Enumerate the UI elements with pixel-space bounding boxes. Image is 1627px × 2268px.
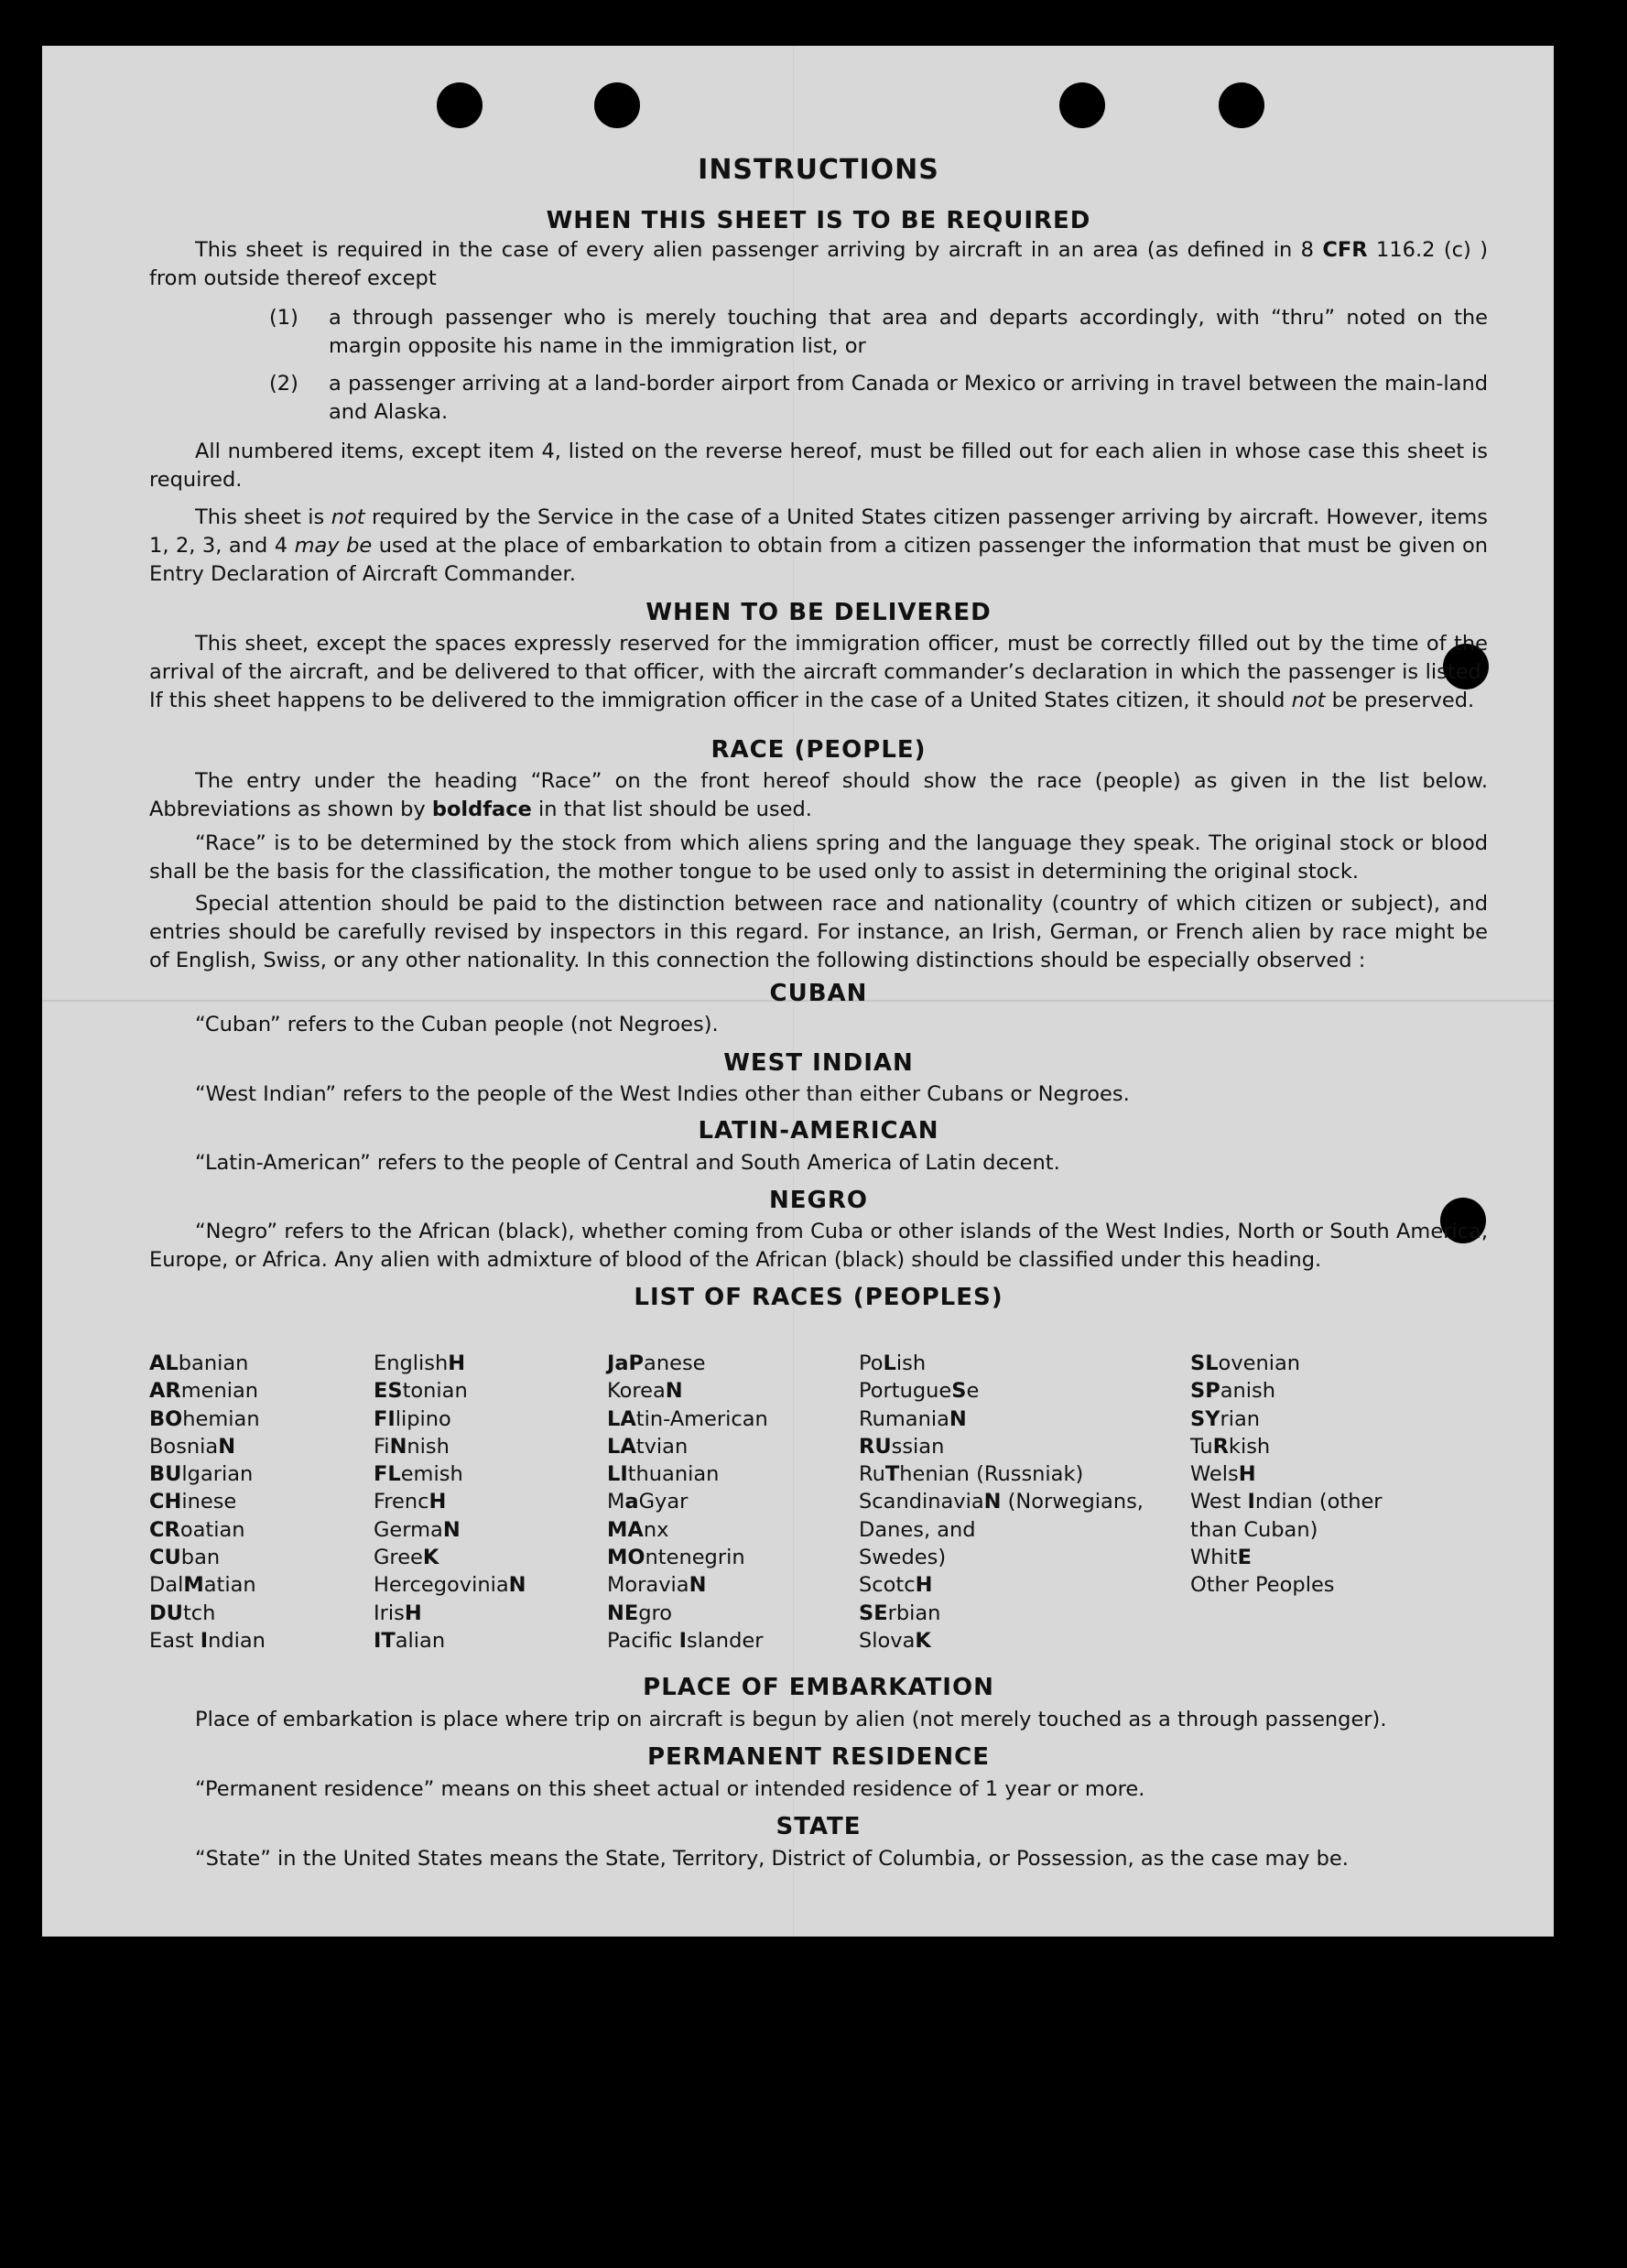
heading-race: RACE (PEOPLE) <box>710 736 927 764</box>
paragraph-cuban: “Cuban” refers to the Cuban people (not Negroes). <box>195 1013 719 1036</box>
race-entry: SPanish <box>1190 1379 1275 1404</box>
race-entry: FiNnish <box>374 1434 450 1459</box>
heading-west-indian: WEST INDIAN <box>723 1049 914 1077</box>
heading-place-of-embarkation: PLACE OF EMBARKATION <box>643 1674 994 1701</box>
race-entry: ScandinaviaN (Norwegians, <box>859 1490 1144 1514</box>
race-entry: DUtch <box>149 1601 216 1625</box>
heading-when-required: WHEN THIS SHEET IS TO BE REQUIRED <box>546 207 1091 234</box>
race-column <box>607 1350 768 1655</box>
race-column <box>149 1350 266 1655</box>
race-entry: ALbanian <box>149 1351 249 1375</box>
race-entry: Other Peoples <box>1190 1573 1335 1598</box>
race-entry: RUssian <box>859 1434 945 1459</box>
race-entry: Danes, and <box>859 1517 976 1542</box>
race-entry: RuThenian (Russniak) <box>859 1462 1084 1487</box>
race-entry: KoreaN <box>607 1379 683 1404</box>
paragraph-numbered-items: All numbered items, except item 4, listed on the reverse hereof, must be filled out for each alien in whose case this sheet is required. <box>149 439 1488 492</box>
heading-state: STATE <box>776 1813 862 1840</box>
race-entry: Swedes) <box>859 1546 947 1570</box>
heading-cuban: CUBAN <box>769 980 868 1007</box>
page-title: INSTRUCTIONS <box>698 154 939 186</box>
heading-list-of-races: LIST OF RACES (PEOPLES) <box>634 1284 1003 1311</box>
race-entry: CHinese <box>149 1490 237 1514</box>
heading-when-delivered: WHEN TO BE DELIVERED <box>645 599 992 626</box>
exception-text: a through passenger who is merely touching that area and departs accordingly, with “thru” noted on the margin opposite his name in the immigration list, or <box>329 306 1488 358</box>
race-entry: MaGyar <box>607 1490 689 1514</box>
race-entry: BosniaN <box>149 1434 236 1459</box>
race-entry: GermaN <box>374 1517 461 1542</box>
race-entry: Pacific Islander <box>607 1628 764 1653</box>
race-entry: LAtin-American <box>607 1406 768 1431</box>
race-entry: FLemish <box>374 1462 463 1487</box>
heading-negro: NEGRO <box>769 1187 868 1214</box>
race-entry: FIlipino <box>374 1406 451 1431</box>
race-entry: PortugueSe <box>859 1379 980 1404</box>
race-entry: FrencH <box>374 1490 447 1514</box>
race-entry: LAtvian <box>607 1434 689 1459</box>
race-entry: WelsH <box>1190 1462 1256 1487</box>
paragraph-when-required-intro: This sheet is required in the case of every alien passenger arriving by aircraft in an area (as defined in 8 CFR 116.2 (c) ) from outside thereof except <box>149 238 1488 290</box>
race-entry: DalMatian <box>149 1573 256 1598</box>
race-entry: EnglishH <box>374 1351 466 1375</box>
race-entry: JaPanese <box>607 1351 706 1375</box>
paragraph-citizen-passengers: This sheet is not required by the Service in the case of a United States citizen passenger arriving by aircraft. However, items 1, 2, 3, and 4 may be used at the place of embarkation to obtain from a citizen passenger the information that must be given on Entry Declaration of Aircraft Commander. <box>149 505 1488 586</box>
paragraph-place-of-embarkation: Place of embarkation is place where trip on aircraft is begun by alien (not merely touched as a through passenger). <box>195 1708 1387 1731</box>
exception-text: a passenger arriving at a land-border airport from Canada or Mexico or arriving in travel between the main-land and Alaska. <box>329 372 1488 424</box>
race-entry: BUlgarian <box>149 1462 254 1487</box>
race-entry: West Indian (other <box>1190 1490 1383 1514</box>
race-column <box>859 1350 1144 1655</box>
race-entry: EStonian <box>374 1379 468 1404</box>
paragraph-race-nationality: Special attention should be paid to the distinction between race and nationality (country of which citizen or subject), and entries should be carefully revised by inspectors in this regard. For instance, an Irish, German, or French alien by race might be of English, Swiss, or any other nationality. In this connection the following distinctions should be especially observed : <box>149 892 1488 972</box>
race-entry: MOntenegrin <box>607 1546 745 1570</box>
race-entry: PoLish <box>859 1351 927 1375</box>
race-entry: East Indian <box>149 1628 266 1653</box>
race-entry: SErbian <box>859 1601 941 1625</box>
race-entry: SLovenian <box>1190 1351 1301 1375</box>
punch-hole <box>1059 82 1105 128</box>
document-sheet <box>42 46 1554 1937</box>
race-entry: ARmenian <box>149 1379 259 1404</box>
race-entry: MoraviaN <box>607 1573 707 1598</box>
paragraph-latin-american: “Latin-American” refers to the people of Central and South America of Latin decent. <box>195 1151 1060 1175</box>
race-entry: than Cuban) <box>1190 1517 1318 1542</box>
heading-permanent-residence: PERMANENT RESIDENCE <box>646 1743 991 1771</box>
paragraph-permanent-residence: “Permanent residence” means on this sheet actual or intended residence of 1 year or more. <box>195 1777 1145 1801</box>
punch-hole <box>594 82 640 128</box>
race-column <box>1190 1350 1383 1600</box>
race-entry: SlovaK <box>859 1628 931 1653</box>
paragraph-race-entry: The entry under the heading “Race” on the front hereof should show the race (people) as given in the list below. Abbreviations as shown by boldface in that list should be used. <box>149 769 1488 821</box>
race-entry: GreeK <box>374 1546 439 1570</box>
paragraph-west-indian: “West Indian” refers to the people of the West Indies other than either Cubans or Negroes. <box>195 1082 1130 1106</box>
race-entry: HercegoviniaN <box>374 1573 526 1598</box>
exception-number: (1) <box>269 306 298 330</box>
race-entry: NEgro <box>607 1601 673 1625</box>
paragraph-when-delivered: This sheet, except the spaces expressly reserved for the immigration officer, must be correctly filled out by the time of the arrival of the aircraft, and be delivered to that officer, with the aircraft commander’s declaration in which the passenger is listed. If this sheet happens to be delivered to the immigration officer in the case of a United States citizen, it should not be preserved. <box>149 632 1488 712</box>
punch-hole <box>437 82 483 128</box>
race-entry: CUban <box>149 1546 221 1570</box>
race-entry: TuRkish <box>1190 1434 1271 1459</box>
exception-number: (2) <box>269 372 298 396</box>
race-entry: WhitE <box>1190 1546 1252 1570</box>
race-entry: IrisH <box>374 1601 422 1625</box>
race-entry: BOhemian <box>149 1406 260 1431</box>
race-entry: RumaniaN <box>859 1406 967 1431</box>
race-entry: CRoatian <box>149 1517 245 1542</box>
paragraph-negro: “Negro” refers to the African (black), whether coming from Cuba or other islands of the West Indies, North or South America, Europe, or Africa. Any alien with admixture of blood of the African (black) should be classified under this heading. <box>149 1220 1488 1272</box>
paragraph-race-definition: “Race” is to be determined by the stock from which aliens spring and the language they speak. The original stock or blood shall be the basis for the classification, the mother tongue to be used only to assist in determining the original stock. <box>149 831 1488 884</box>
race-entry: SYrian <box>1190 1406 1261 1431</box>
race-entry: ITalian <box>374 1628 446 1653</box>
race-column <box>374 1350 526 1655</box>
race-entry: MAnx <box>607 1517 669 1542</box>
punch-hole <box>1219 82 1264 128</box>
race-entry: ScotcH <box>859 1573 933 1598</box>
heading-latin-american: LATIN-AMERICAN <box>698 1117 939 1145</box>
race-entry: LIthuanian <box>607 1462 720 1487</box>
paragraph-state: “State” in the United States means the State, Territory, District of Columbia, or Possession, as the case may be. <box>195 1847 1349 1871</box>
